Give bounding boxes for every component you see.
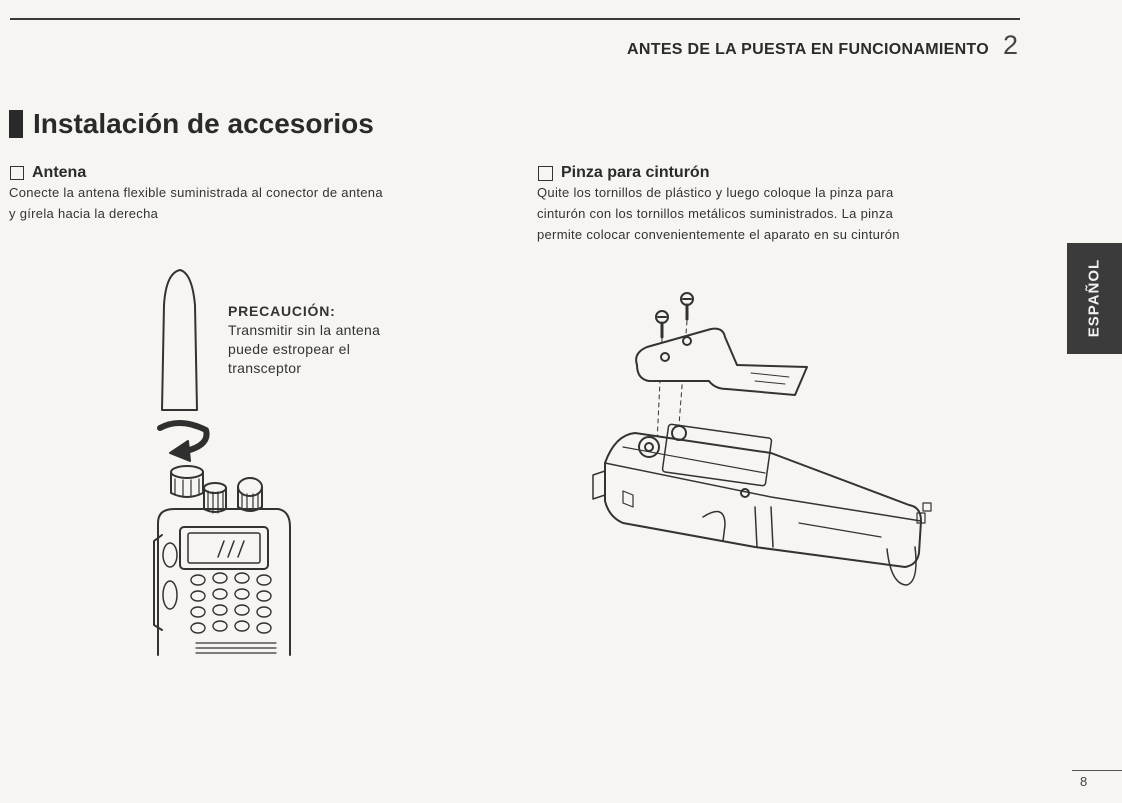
belt-clip-heading-label: Pinza para cinturón: [561, 164, 710, 181]
screw-icon: [656, 311, 668, 337]
antenna-drawing: [162, 270, 197, 410]
caution-line-2: puede estropear el: [228, 341, 351, 357]
chapter-title: ANTES DE LA PUESTA EN FUNCIONAMIENTO: [627, 41, 989, 58]
speaker-grille: [196, 643, 276, 653]
antenna-heading-label: Antena: [32, 164, 87, 181]
belt-clip-installation-illustration: [575, 285, 975, 625]
belt-clip-instructions: [537, 182, 1017, 245]
antenna-connector: [171, 466, 203, 497]
screw-icon: [681, 293, 693, 319]
antenna-installation-illustration: [140, 265, 300, 665]
keypad: [191, 573, 271, 633]
checkbox-icon: [10, 166, 24, 180]
antenna-line-1: Conecte la antena flexible suministrada al conector de antena: [9, 185, 383, 200]
square-marker-icon: [9, 110, 23, 138]
section-title: Instalación de accesorios: [33, 108, 374, 139]
belt-clip-line-3: permite colocar convenientemente el aparato en su cinturón: [537, 227, 900, 242]
section-heading: [9, 108, 374, 140]
antenna-heading: [10, 164, 86, 182]
caution-title: PRECAUCIÓN:: [228, 303, 336, 319]
antenna-instructions: [9, 182, 489, 224]
radio-back-drawing: [593, 424, 931, 585]
belt-clip-line-1: Quite los tornillos de plástico y luego coloque la pinza para: [537, 185, 894, 200]
checkbox-icon: [538, 166, 553, 181]
caution-line-1: Transmitir sin la antena: [228, 322, 381, 338]
caution-line-3: transceptor: [228, 360, 302, 376]
page-number: 8: [1080, 774, 1088, 789]
footer-rule: [1072, 770, 1122, 771]
top-rule: [10, 18, 1020, 20]
belt-clip-heading: [538, 164, 709, 182]
chapter-header: [627, 30, 1018, 61]
antenna-line-2: y gírela hacia la derecha: [9, 206, 159, 221]
rotate-arrow-icon: [160, 423, 207, 461]
tuning-knob: [238, 478, 262, 511]
language-tab-label: ESPAÑOL: [1085, 258, 1103, 338]
chapter-number: 2: [1002, 30, 1018, 60]
belt-clip-line-2: cinturón con los tornillos metálicos suministrados. La pinza: [537, 206, 894, 221]
